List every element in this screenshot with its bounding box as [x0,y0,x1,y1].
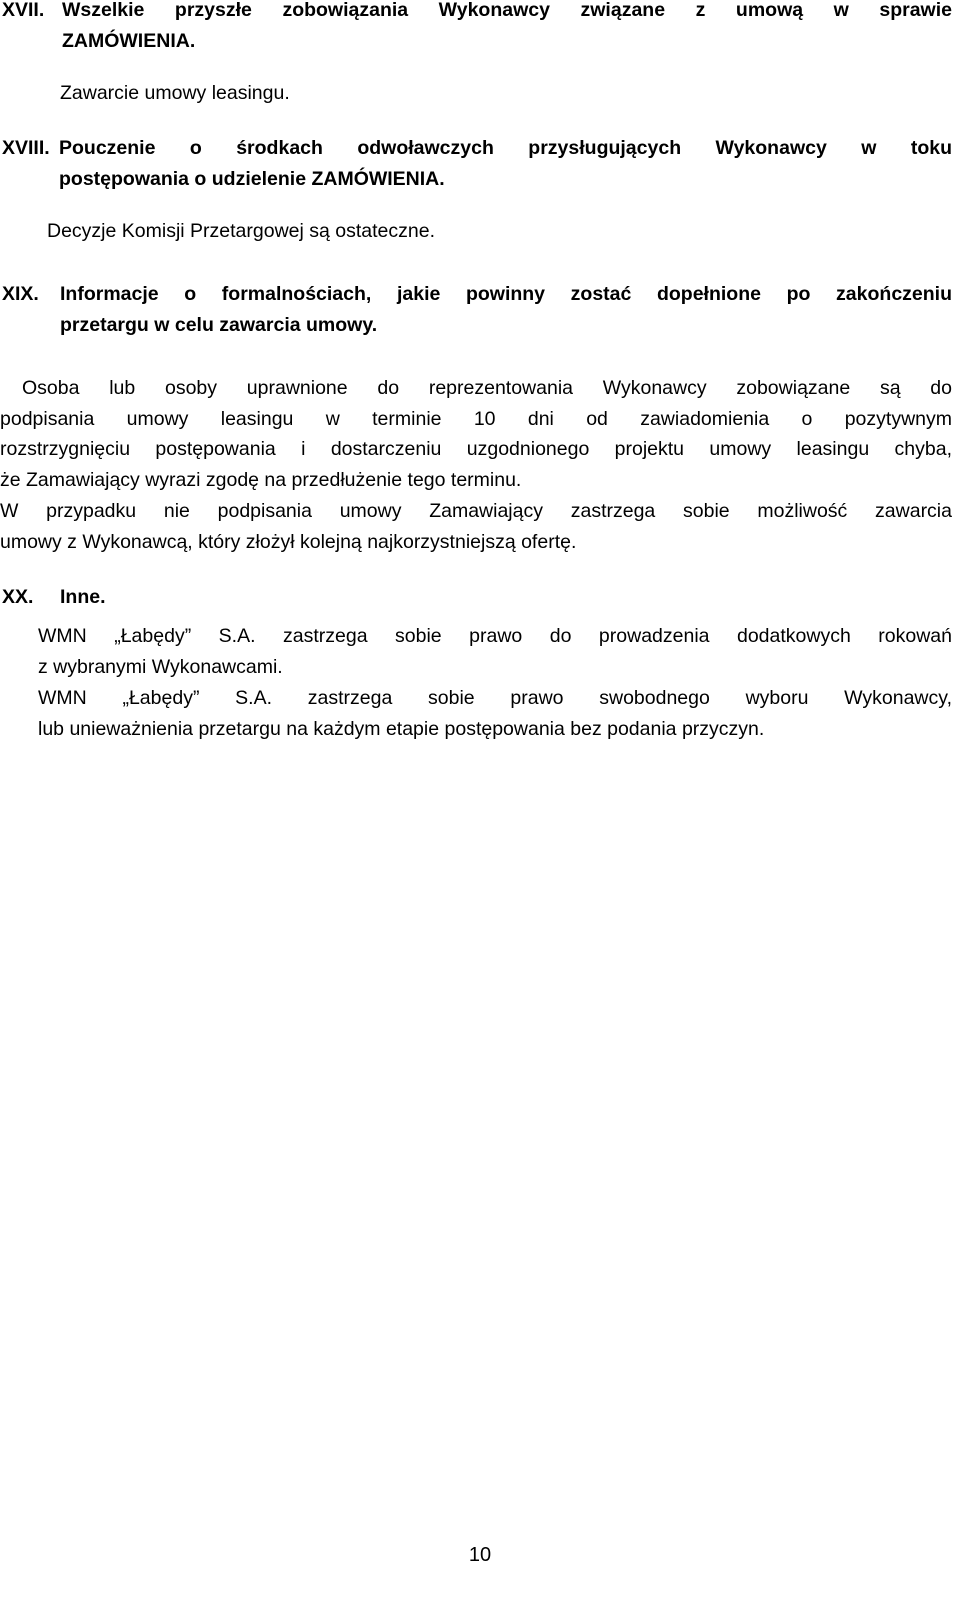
section-title-line: postępowania o udzielenie ZAMÓWIENIA. [59,167,445,190]
xx-paragraph-1 [38,621,952,682]
section-number: XVII. [2,0,45,21]
xx-paragraph-2 [38,683,952,744]
section-body: Zawarcie umowy leasingu. [60,82,290,104]
section-number: XVIII. [2,137,50,159]
section-xx-heading [2,582,952,613]
section-title [59,133,952,194]
section-title-line: ZAMÓWIENIA. [62,29,196,52]
xix-paragraph-2 [0,496,952,557]
section-number: XX. [2,586,34,608]
section-xx [2,582,952,613]
section-xvii-heading [2,0,952,56]
paragraph-line-text: Osoba lub osoby uprawnione do reprezentowania Wykonawcy zobowiązane są do [22,377,952,399]
section-title-line: Pouczenie o środkach odwoławczych przysługujących Wykonawcy w toku [59,137,952,159]
section-title: Inne. [60,586,106,608]
section-number: XIX. [2,283,39,305]
paragraph-line: podpisania umowy leasingu w terminie 10 dni od zawiadomienia o pozytywnym [0,407,952,430]
section-title [60,279,952,340]
section-xvii [2,0,952,109]
paragraph-line: że Zamawiający wyrazi zgodę na przedłużenie tego terminu. [0,468,522,491]
section-xix-heading [2,279,952,340]
paragraph-line: W przypadku nie podpisania umowy Zamawiający zastrzega sobie możliwość zawarcia [0,500,952,522]
section-body: Decyzje Komisji Przetargowej są ostateczne. [47,220,435,242]
paragraph-line: rozstrzygnięciu postępowania i dostarczeniu uzgodnionego projektu umowy leasingu chyba, [0,438,952,460]
paragraph-line: umowy z Wykonawcą, który złożył kolejną najkorzystniejszą ofertę. [0,530,577,553]
paragraph-line: lub unieważnienia przetargu na każdym etapie postępowania bez podania przyczyn. [38,717,765,740]
section-title-line: przetargu w celu zawarcia umowy. [60,313,378,336]
paragraph-line: WMN „Łabędy” S.A. zastrzega sobie prawo do prowadzenia dodatkowych rokowań [38,625,952,647]
section-xviii [2,133,952,247]
section-xviii-heading [2,133,952,194]
section-title [62,0,952,56]
section-xix [2,279,952,340]
paragraph-line: WMN „Łabędy” S.A. zastrzega sobie prawo swobodnego wyboru Wykonawcy, [38,687,952,709]
section-title-line: Wszelkie przyszłe zobowiązania Wykonawcy związane z umową w sprawie [62,0,952,21]
page-number: 10 [468,1544,492,1566]
paragraph-line [0,373,952,404]
paragraph-line: z wybranymi Wykonawcami. [38,655,283,678]
section-title-line: Informacje o formalnościach, jakie powinny zostać dopełnione po zakończeniu [60,283,952,305]
xix-paragraph-1 [0,373,952,495]
